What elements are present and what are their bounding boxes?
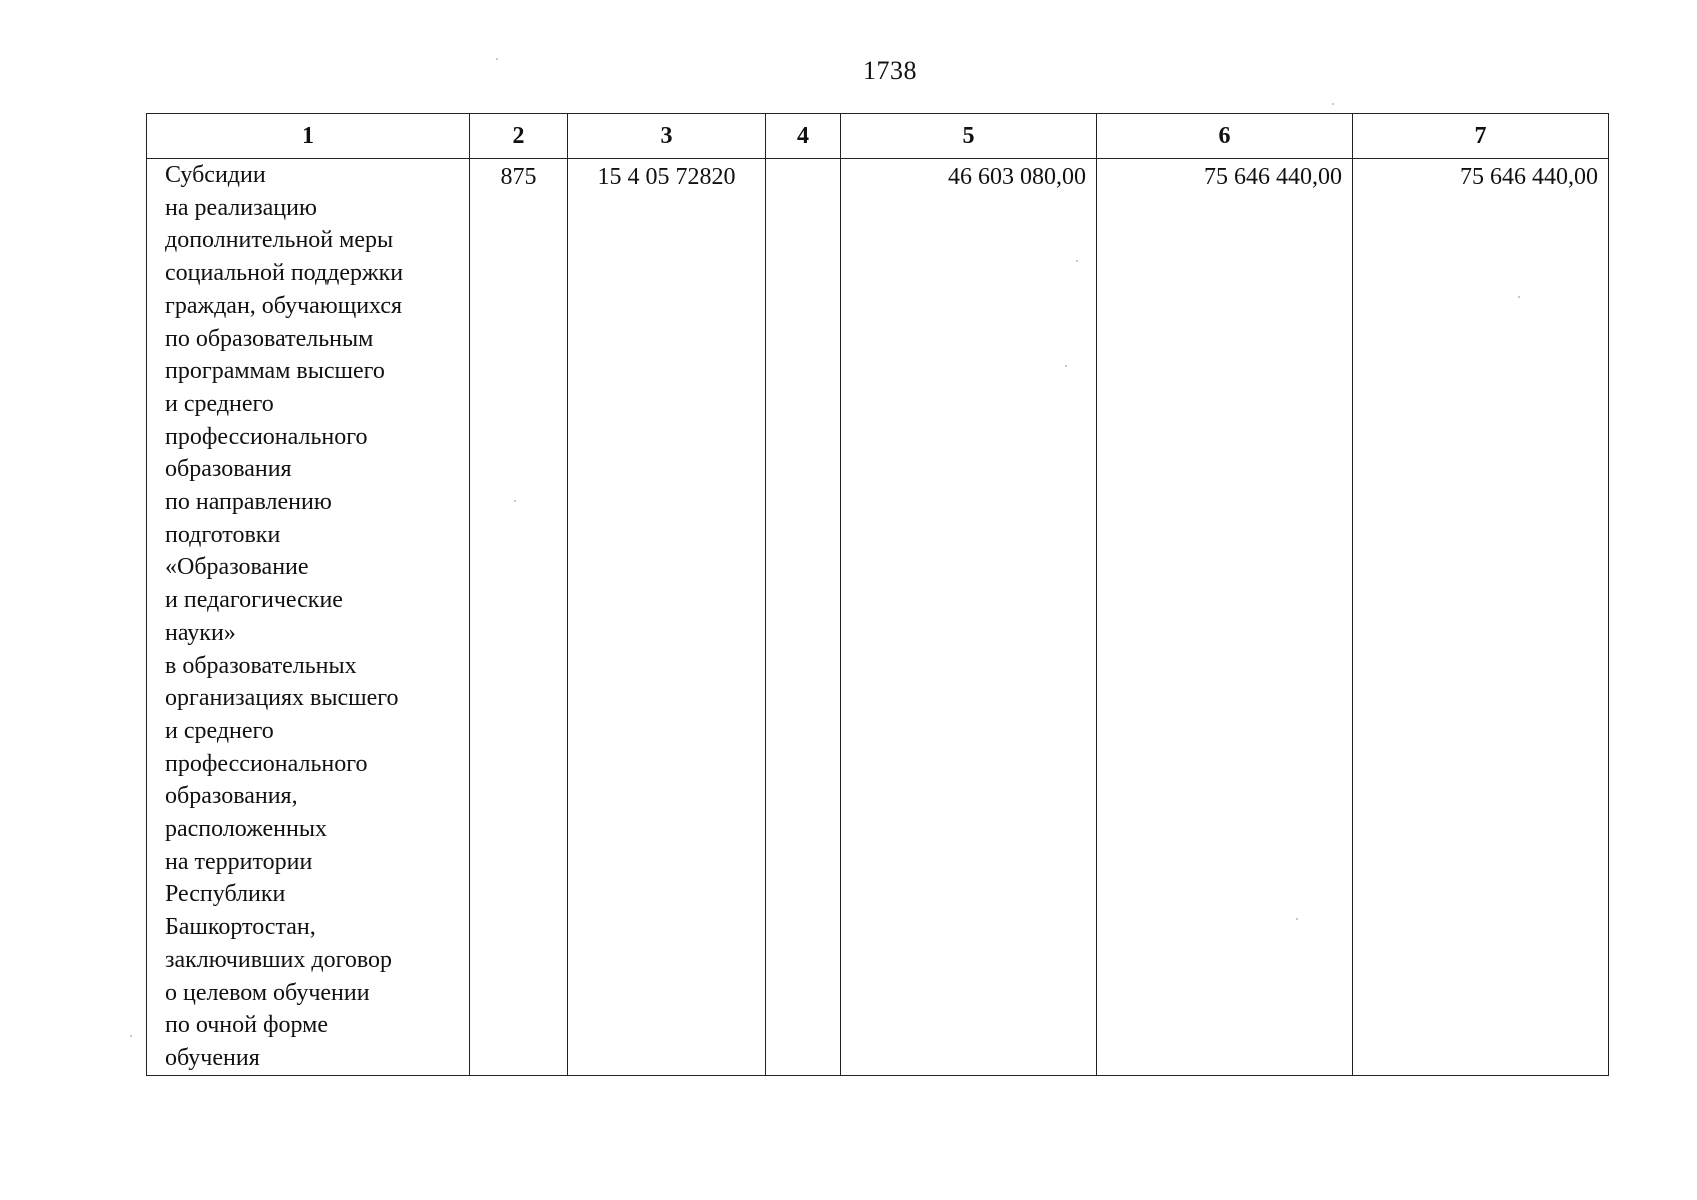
description-line: науки» (165, 619, 236, 646)
description-line: и среднего (165, 717, 274, 744)
amount-value-7: 75 646 440,00 (1460, 164, 1598, 190)
description-line: социальной поддержки (165, 260, 404, 287)
code-value: 875 (500, 164, 537, 190)
description-line: в образовательных (165, 652, 357, 679)
amount-cell-7 (1353, 159, 1609, 1076)
col4-value (766, 159, 840, 161)
description-line: Республики (165, 881, 286, 908)
classifier-value: 15 4 05 72820 (597, 164, 736, 190)
amount-value-5: 46 603 080,00 (948, 164, 1086, 190)
description-line: граждан, обучающихся (165, 292, 403, 319)
description-line: о целевом обучении (165, 979, 370, 1006)
description-line: профессионального (165, 750, 368, 777)
description-line: обучения (165, 1044, 260, 1071)
description-line: по образовательным (165, 325, 374, 352)
description-line: образования, (165, 783, 298, 810)
header-col-6: 6 (1097, 114, 1353, 159)
scan-speck (1076, 260, 1078, 262)
description-line: по очной форме (165, 1012, 329, 1039)
scan-speck (1332, 103, 1334, 105)
description-line: заключивших договор (165, 946, 392, 973)
description-line: программам высшего (165, 358, 385, 385)
header-col-7: 7 (1353, 114, 1609, 159)
scan-speck (130, 1035, 132, 1037)
description-line: по направлению (165, 489, 332, 516)
scan-speck (1065, 365, 1067, 367)
scan-speck (1518, 296, 1520, 298)
amount-cell-6 (1097, 159, 1353, 1076)
page-number: 1738 (863, 56, 917, 85)
amount-value-6: 75 646 440,00 (1204, 164, 1342, 190)
scan-speck (1296, 918, 1298, 920)
code-cell (470, 159, 568, 1076)
description-line: Башкортостан, (165, 914, 316, 941)
description-line: и педагогические (165, 587, 343, 614)
header-col-5: 5 (841, 114, 1097, 159)
header-col-4: 4 (766, 114, 841, 159)
header-col-1: 1 (147, 114, 470, 159)
classifier-cell (568, 159, 766, 1076)
description-line: профессионального (165, 423, 368, 450)
description-line: на территории (165, 848, 313, 875)
description-line: на реализацию (165, 194, 317, 221)
header-col-2: 2 (470, 114, 568, 159)
description-line: дополнительной меры (165, 227, 394, 254)
description-line: расположенных (165, 816, 327, 843)
description-line: образования (165, 456, 292, 483)
header-row (147, 114, 1609, 159)
col4-cell (766, 159, 841, 1076)
scan-speck (514, 500, 516, 502)
budget-table (146, 113, 1609, 1076)
scan-speck (496, 58, 498, 60)
description-cell (147, 159, 470, 1076)
description-line: и среднего (165, 390, 274, 417)
description-line: Субсидии (165, 162, 266, 188)
amount-cell-5 (841, 159, 1097, 1076)
description-line: «Образование (165, 554, 309, 581)
description-line: подготовки (165, 521, 281, 548)
table-row (147, 159, 1609, 1076)
description-line: организациях высшего (165, 685, 399, 712)
header-col-3: 3 (568, 114, 766, 159)
